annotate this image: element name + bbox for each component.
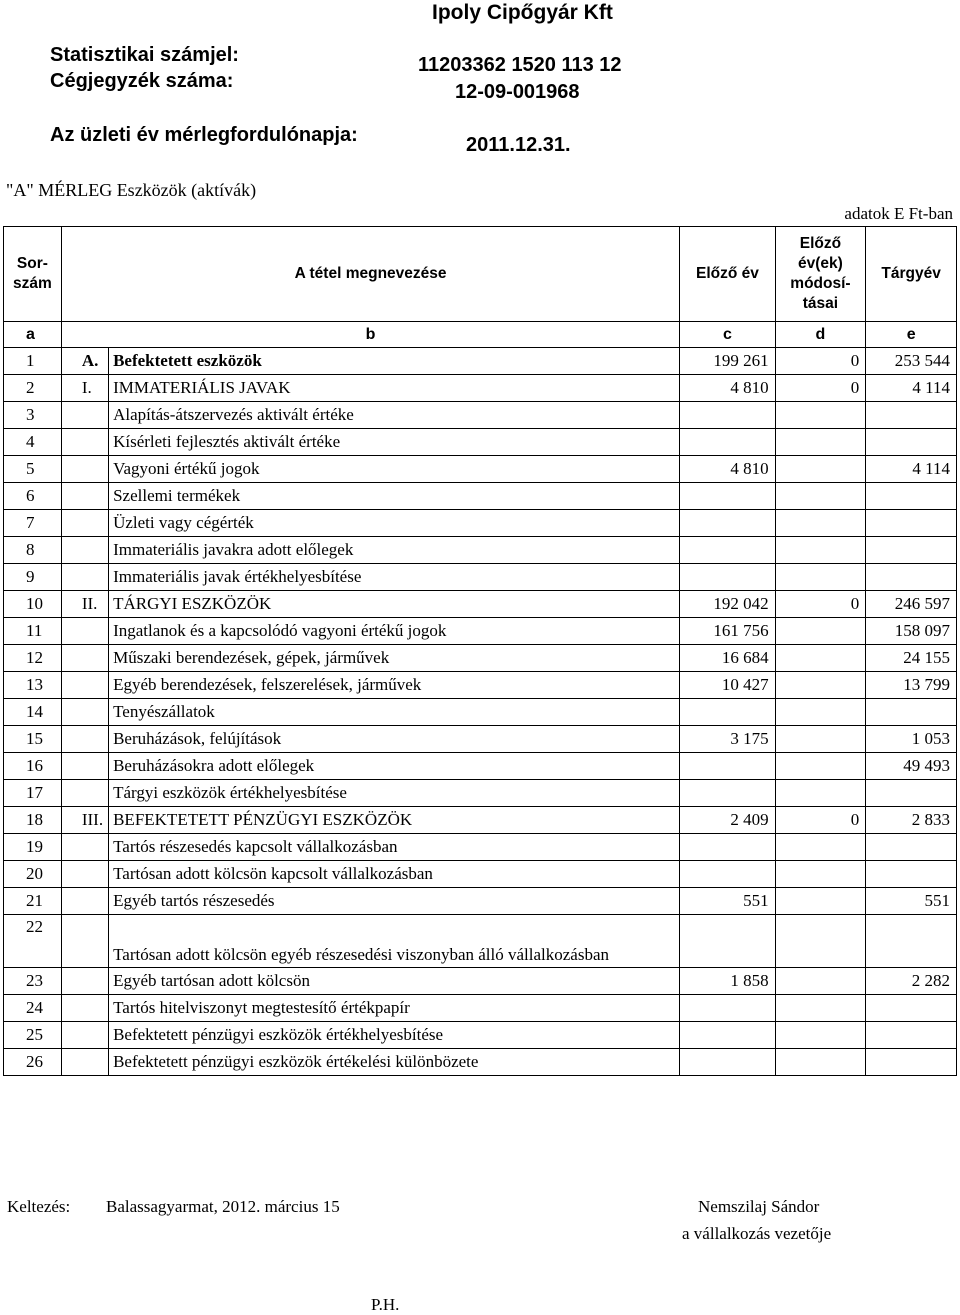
row-prev-year [680, 995, 775, 1022]
row-current-year: 2 282 [866, 968, 957, 995]
row-modification [775, 834, 866, 861]
table-row [4, 618, 957, 645]
row-number: 1 [4, 348, 62, 375]
row-number: 17 [4, 780, 62, 807]
letter-b: b [61, 322, 679, 348]
table-row [4, 861, 957, 888]
row-number: 4 [4, 429, 62, 456]
row-name: BEFEKTETETT PÉNZÜGYI ESZKÖZÖK [109, 807, 680, 834]
row-name: Immateriális javakra adott előlegek [109, 537, 680, 564]
row-modification [775, 995, 866, 1022]
row-prev-year: 3 175 [680, 726, 775, 753]
row-modification: 0 [775, 807, 866, 834]
row-current-year: 13 799 [866, 672, 957, 699]
row-modification [775, 429, 866, 456]
row-current-year [866, 564, 957, 591]
row-modification [775, 1022, 866, 1049]
row-number: 9 [4, 564, 62, 591]
row-name: Beruházások, felújítások [109, 726, 680, 753]
table-row [4, 429, 957, 456]
row-number: 14 [4, 699, 62, 726]
row-modification [775, 645, 866, 672]
row-prefix [61, 483, 108, 510]
row-current-year: 246 597 [866, 591, 957, 618]
row-modification [775, 915, 866, 968]
row-name: Egyéb tartós részesedés [109, 888, 680, 915]
row-current-year: 24 155 [866, 645, 957, 672]
table-row [4, 375, 957, 402]
company-name: Ipoly Cipőgyár Kft [432, 1, 613, 24]
row-current-year [866, 1049, 957, 1076]
row-name: Vagyoni értékű jogok [109, 456, 680, 483]
table-row [4, 726, 957, 753]
table-row [4, 402, 957, 429]
row-name: Beruházásokra adott előlegek [109, 753, 680, 780]
table-row [4, 564, 957, 591]
row-number: 2 [4, 375, 62, 402]
row-prev-year [680, 483, 775, 510]
row-modification [775, 780, 866, 807]
row-current-year: 2 833 [866, 807, 957, 834]
stat-value: 11203362 1520 113 12 [418, 54, 622, 76]
row-name: Egyéb tartósan adott kölcsön [109, 968, 680, 995]
row-modification [775, 402, 866, 429]
table-row [4, 834, 957, 861]
row-name: Ingatlanok és a kapcsolódó vagyoni értékű jogok [109, 618, 680, 645]
table-row [4, 348, 957, 375]
row-name: Műszaki berendezések, gépek, járművek [109, 645, 680, 672]
row-current-year [866, 995, 957, 1022]
row-current-year: 4 114 [866, 375, 957, 402]
row-prefix [61, 456, 108, 483]
row-current-year: 4 114 [866, 456, 957, 483]
row-name: Tartós részesedés kapcsolt vállalkozásban [109, 834, 680, 861]
row-name: IMMATERIÁLIS JAVAK [109, 375, 680, 402]
row-prev-year: 10 427 [680, 672, 775, 699]
row-prev-year [680, 915, 775, 968]
stamp-placeholder: P.H. [371, 1295, 400, 1314]
header-curr: Tárgyév [866, 227, 957, 322]
row-name: Immateriális javak értékhelyesbítése [109, 564, 680, 591]
table-row [4, 1022, 957, 1049]
header-sorszam: Sor- szám [4, 227, 62, 322]
row-name: Szellemi termékek [109, 483, 680, 510]
row-modification [775, 1049, 866, 1076]
table-row [4, 645, 957, 672]
row-prefix [61, 672, 108, 699]
row-prefix: I. [61, 375, 108, 402]
row-prefix [61, 726, 108, 753]
row-prefix [61, 537, 108, 564]
row-prefix [61, 402, 108, 429]
row-prev-year [680, 699, 775, 726]
row-prev-year [680, 429, 775, 456]
row-prefix [61, 888, 108, 915]
row-current-year [866, 402, 957, 429]
row-name: Tartósan adott kölcsön kapcsolt vállalkozásban [109, 861, 680, 888]
row-current-year: 551 [866, 888, 957, 915]
row-prev-year [680, 510, 775, 537]
row-modification [775, 861, 866, 888]
row-prefix [61, 564, 108, 591]
row-prefix [61, 834, 108, 861]
row-modification [775, 968, 866, 995]
row-name: Befektetett pénzügyi eszközök értékhelyesbítése [109, 1022, 680, 1049]
balance-table [3, 226, 957, 1076]
row-prev-year [680, 861, 775, 888]
row-current-year [866, 429, 957, 456]
row-modification [775, 510, 866, 537]
row-current-year: 158 097 [866, 618, 957, 645]
row-number: 5 [4, 456, 62, 483]
header-mod: Előző év(ek) módosí- tásai [775, 227, 866, 322]
table-row [4, 968, 957, 995]
row-modification [775, 483, 866, 510]
row-current-year [866, 483, 957, 510]
row-prev-year: 199 261 [680, 348, 775, 375]
row-prev-year: 551 [680, 888, 775, 915]
row-prev-year: 1 858 [680, 968, 775, 995]
letter-c: c [680, 322, 775, 348]
reg-value: 12-09-001968 [455, 81, 580, 103]
row-prefix [61, 780, 108, 807]
row-number: 18 [4, 807, 62, 834]
row-prev-year [680, 564, 775, 591]
row-number: 15 [4, 726, 62, 753]
row-current-year [866, 1022, 957, 1049]
row-prev-year [680, 753, 775, 780]
row-modification [775, 618, 866, 645]
reg-label: Cégjegyzék száma: [50, 70, 234, 92]
row-prefix [61, 753, 108, 780]
row-number: 11 [4, 618, 62, 645]
row-prefix [61, 995, 108, 1022]
row-number: 7 [4, 510, 62, 537]
row-prefix [61, 618, 108, 645]
row-modification [775, 672, 866, 699]
row-prefix [61, 861, 108, 888]
table-row [4, 456, 957, 483]
row-name: Kísérleti fejlesztés aktivált értéke [109, 429, 680, 456]
row-prev-year: 161 756 [680, 618, 775, 645]
row-prefix [61, 510, 108, 537]
row-prev-year: 16 684 [680, 645, 775, 672]
stat-label: Statisztikai számjel: [50, 44, 239, 66]
row-name: Tartós hitelviszonyt megtestesítő értékpapír [109, 995, 680, 1022]
row-prev-year: 2 409 [680, 807, 775, 834]
row-modification [775, 456, 866, 483]
row-modification [775, 753, 866, 780]
table-row [4, 510, 957, 537]
table-row [4, 699, 957, 726]
row-number: 25 [4, 1022, 62, 1049]
row-prev-year [680, 1022, 775, 1049]
signer-name: Nemszilaj Sándor [698, 1197, 820, 1216]
section-title: "A" MÉRLEG Eszközök (aktívák) [6, 180, 257, 200]
row-prev-year [680, 780, 775, 807]
row-number: 6 [4, 483, 62, 510]
place-value: Balassagyarmat, 2012. március 15 [106, 1197, 340, 1216]
table-row [4, 888, 957, 915]
row-number: 8 [4, 537, 62, 564]
row-number: 19 [4, 834, 62, 861]
row-prev-year: 4 810 [680, 375, 775, 402]
row-name: Befektetett eszközök [109, 348, 680, 375]
date-value: 2011.12.31. [466, 134, 571, 156]
letter-d: d [775, 322, 866, 348]
row-name: Üzleti vagy cégérték [109, 510, 680, 537]
header-row [4, 227, 957, 322]
row-current-year [866, 510, 957, 537]
row-modification: 0 [775, 348, 866, 375]
units-note: adatok E Ft-ban [844, 204, 953, 223]
row-current-year [866, 699, 957, 726]
row-prev-year [680, 537, 775, 564]
row-current-year [866, 861, 957, 888]
place-label: Keltezés: [7, 1197, 71, 1216]
row-number: 13 [4, 672, 62, 699]
row-prefix [61, 645, 108, 672]
row-modification [775, 726, 866, 753]
row-number: 24 [4, 995, 62, 1022]
row-current-year: 1 053 [866, 726, 957, 753]
table-row [4, 753, 957, 780]
row-name: Befektetett pénzügyi eszközök értékelési különbözete [109, 1049, 680, 1076]
letter-a: a [4, 322, 62, 348]
table-row [4, 915, 957, 968]
row-prev-year: 192 042 [680, 591, 775, 618]
date-label: Az üzleti év mérlegfordulónapja: [50, 124, 358, 146]
header-prev: Előző év [680, 227, 775, 322]
header-name: A tétel megnevezése [61, 227, 679, 322]
row-modification [775, 564, 866, 591]
row-prev-year [680, 402, 775, 429]
row-prefix [61, 429, 108, 456]
table-row [4, 995, 957, 1022]
row-number: 12 [4, 645, 62, 672]
row-prefix: III. [61, 807, 108, 834]
signer-title: a vállalkozás vezetője [682, 1224, 832, 1243]
row-prefix [61, 915, 108, 968]
row-name: Tenyészállatok [109, 699, 680, 726]
row-number: 16 [4, 753, 62, 780]
row-prev-year [680, 1049, 775, 1076]
row-number: 22 [4, 915, 62, 968]
row-name: Tartósan adott kölcsön egyéb részesedési viszonyban álló vállalkozásban [109, 915, 680, 968]
row-modification [775, 888, 866, 915]
letter-e: e [866, 322, 957, 348]
row-prefix [61, 968, 108, 995]
row-current-year [866, 780, 957, 807]
row-modification [775, 537, 866, 564]
row-number: 3 [4, 402, 62, 429]
row-number: 20 [4, 861, 62, 888]
row-number: 10 [4, 591, 62, 618]
table-row [4, 780, 957, 807]
row-prefix [61, 1022, 108, 1049]
row-current-year [866, 915, 957, 968]
row-prev-year: 4 810 [680, 456, 775, 483]
row-current-year: 49 493 [866, 753, 957, 780]
row-prefix [61, 699, 108, 726]
row-prev-year [680, 834, 775, 861]
row-prefix: A. [61, 348, 108, 375]
table-row [4, 1049, 957, 1076]
row-prefix: II. [61, 591, 108, 618]
row-number: 23 [4, 968, 62, 995]
row-modification: 0 [775, 375, 866, 402]
table-row [4, 591, 957, 618]
row-prefix [61, 1049, 108, 1076]
row-name: Tárgyi eszközök értékhelyesbítése [109, 780, 680, 807]
row-number: 21 [4, 888, 62, 915]
table-row [4, 807, 957, 834]
row-current-year [866, 537, 957, 564]
row-number: 26 [4, 1049, 62, 1076]
row-current-year [866, 834, 957, 861]
row-modification: 0 [775, 591, 866, 618]
row-name: Alapítás-átszervezés aktivált értéke [109, 402, 680, 429]
row-current-year: 253 544 [866, 348, 957, 375]
table-row [4, 672, 957, 699]
table-row [4, 537, 957, 564]
row-name: TÁRGYI ESZKÖZÖK [109, 591, 680, 618]
row-modification [775, 699, 866, 726]
row-name: Egyéb berendezések, felszerelések, járművek [109, 672, 680, 699]
letters-row [4, 322, 957, 348]
table-row [4, 483, 957, 510]
